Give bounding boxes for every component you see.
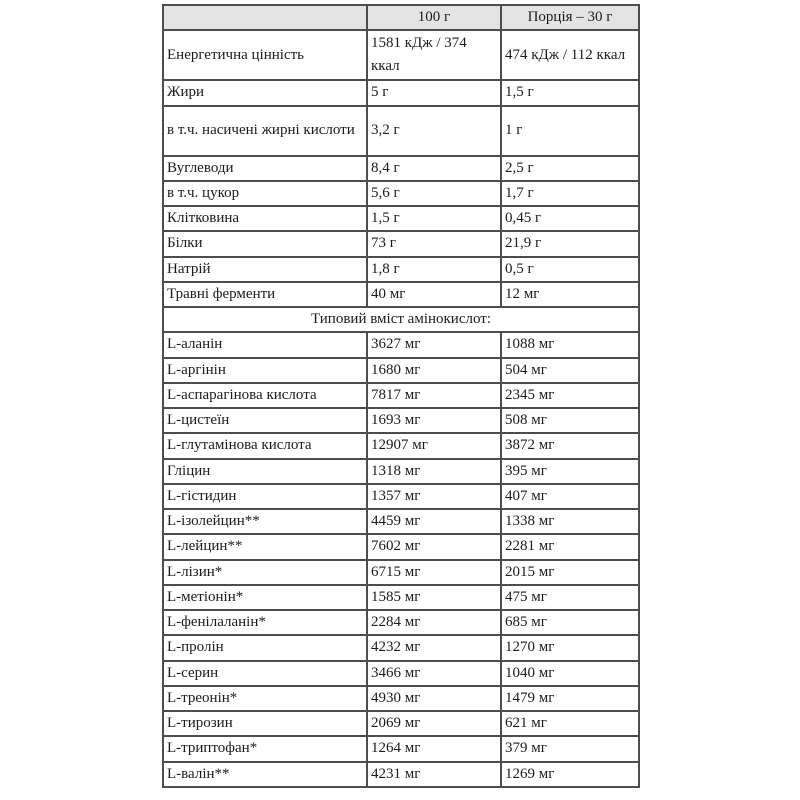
value-per-portion: 504 мг [501,358,639,383]
value-per-100g: 1693 мг [367,408,501,433]
row-label: L-фенілаланін* [163,610,367,635]
value-per-portion: 1,7 г [501,181,639,206]
table-row [163,383,639,408]
value-per-portion: 21,9 г [501,231,639,256]
value-per-100g: 73 г [367,231,501,256]
row-label: L-гістидин [163,484,367,509]
table-row [163,484,639,509]
value-per-portion: 1270 мг [501,635,639,660]
value-per-portion: 3872 мг [501,433,639,458]
row-label: L-аспарагінова кислота [163,383,367,408]
table-row [163,433,639,458]
table-row [163,106,639,156]
table-row [163,30,639,80]
value-per-portion: 1269 мг [501,762,639,787]
header-per-100g: 100 г [367,5,501,30]
row-label: в т.ч. цукор [163,181,367,206]
row-label: Натрій [163,257,367,282]
table-row [163,509,639,534]
row-label: Клітковина [163,206,367,231]
value-per-portion: 1040 мг [501,661,639,686]
value-per-portion: 407 мг [501,484,639,509]
section-header-row [163,307,639,332]
row-label: Енергетична цінність [163,30,367,80]
header-empty-cell [163,5,367,30]
row-label: Травні ферменти [163,282,367,307]
table-row [163,332,639,357]
value-per-100g: 3627 мг [367,332,501,357]
row-label: L-пролін [163,635,367,660]
header-per-portion: Порція – 30 г [501,5,639,30]
row-label: L-триптофан* [163,736,367,761]
row-label: Білки [163,231,367,256]
section-header-cell: Типовий вміст амінокислот: [163,307,639,332]
value-per-portion: 12 мг [501,282,639,307]
value-per-100g: 1318 мг [367,459,501,484]
row-label: L-метіонін* [163,585,367,610]
value-per-100g: 7602 мг [367,534,501,559]
table-row [163,358,639,383]
value-per-portion: 1088 мг [501,332,639,357]
table-row [163,80,639,105]
row-label: L-тирозин [163,711,367,736]
table-header-row [163,5,639,30]
value-per-portion: 0,5 г [501,257,639,282]
table-row [163,762,639,787]
table-row [163,610,639,635]
value-per-portion: 2345 мг [501,383,639,408]
value-per-100g: 1264 мг [367,736,501,761]
row-label: L-лізин* [163,560,367,585]
table-row [163,231,639,256]
row-label: L-глутамінова кислота [163,433,367,458]
value-per-portion: 508 мг [501,408,639,433]
table-row [163,686,639,711]
row-label: L-ізолейцин** [163,509,367,534]
value-per-portion: 2015 мг [501,560,639,585]
row-label: в т.ч. насичені жирні кислоти [163,106,367,156]
value-per-portion: 2281 мг [501,534,639,559]
table-row [163,408,639,433]
row-label: Вуглеводи [163,156,367,181]
row-label: L-аланін [163,332,367,357]
value-per-portion: 1338 мг [501,509,639,534]
value-per-100g: 1581 кДж / 374 ккал [367,30,501,80]
value-per-100g: 3,2 г [367,106,501,156]
table-row [163,181,639,206]
value-per-100g: 5,6 г [367,181,501,206]
value-per-portion: 379 мг [501,736,639,761]
row-label: L-валін** [163,762,367,787]
value-per-portion: 395 мг [501,459,639,484]
value-per-100g: 4232 мг [367,635,501,660]
row-label: Жири [163,80,367,105]
table-row [163,661,639,686]
value-per-100g: 2284 мг [367,610,501,635]
value-per-100g: 4459 мг [367,509,501,534]
table-row [163,282,639,307]
nutrition-facts-table [162,4,640,788]
table-row [163,635,639,660]
row-label: L-треонін* [163,686,367,711]
value-per-portion: 0,45 г [501,206,639,231]
table-row [163,560,639,585]
value-per-100g: 4930 мг [367,686,501,711]
value-per-portion: 1 г [501,106,639,156]
value-per-100g: 2069 мг [367,711,501,736]
value-per-100g: 40 мг [367,282,501,307]
value-per-100g: 1680 мг [367,358,501,383]
value-per-100g: 6715 мг [367,560,501,585]
table-row [163,156,639,181]
value-per-100g: 1,8 г [367,257,501,282]
value-per-100g: 1585 мг [367,585,501,610]
value-per-portion: 474 кДж / 112 ккал [501,30,639,80]
row-label: Гліцин [163,459,367,484]
table-row [163,736,639,761]
value-per-portion: 1479 мг [501,686,639,711]
table-row [163,459,639,484]
table-row [163,585,639,610]
value-per-100g: 8,4 г [367,156,501,181]
value-per-portion: 2,5 г [501,156,639,181]
value-per-100g: 3466 мг [367,661,501,686]
row-label: L-серин [163,661,367,686]
value-per-100g: 12907 мг [367,433,501,458]
table-row [163,711,639,736]
value-per-portion: 1,5 г [501,80,639,105]
value-per-100g: 7817 мг [367,383,501,408]
table-body [163,30,639,787]
value-per-portion: 475 мг [501,585,639,610]
table-row [163,534,639,559]
row-label: L-цистеїн [163,408,367,433]
value-per-100g: 1,5 г [367,206,501,231]
value-per-100g: 1357 мг [367,484,501,509]
value-per-100g: 5 г [367,80,501,105]
row-label: L-лейцин** [163,534,367,559]
value-per-100g: 4231 мг [367,762,501,787]
value-per-portion: 685 мг [501,610,639,635]
table-row [163,257,639,282]
value-per-portion: 621 мг [501,711,639,736]
row-label: L-аргінін [163,358,367,383]
table-row [163,206,639,231]
